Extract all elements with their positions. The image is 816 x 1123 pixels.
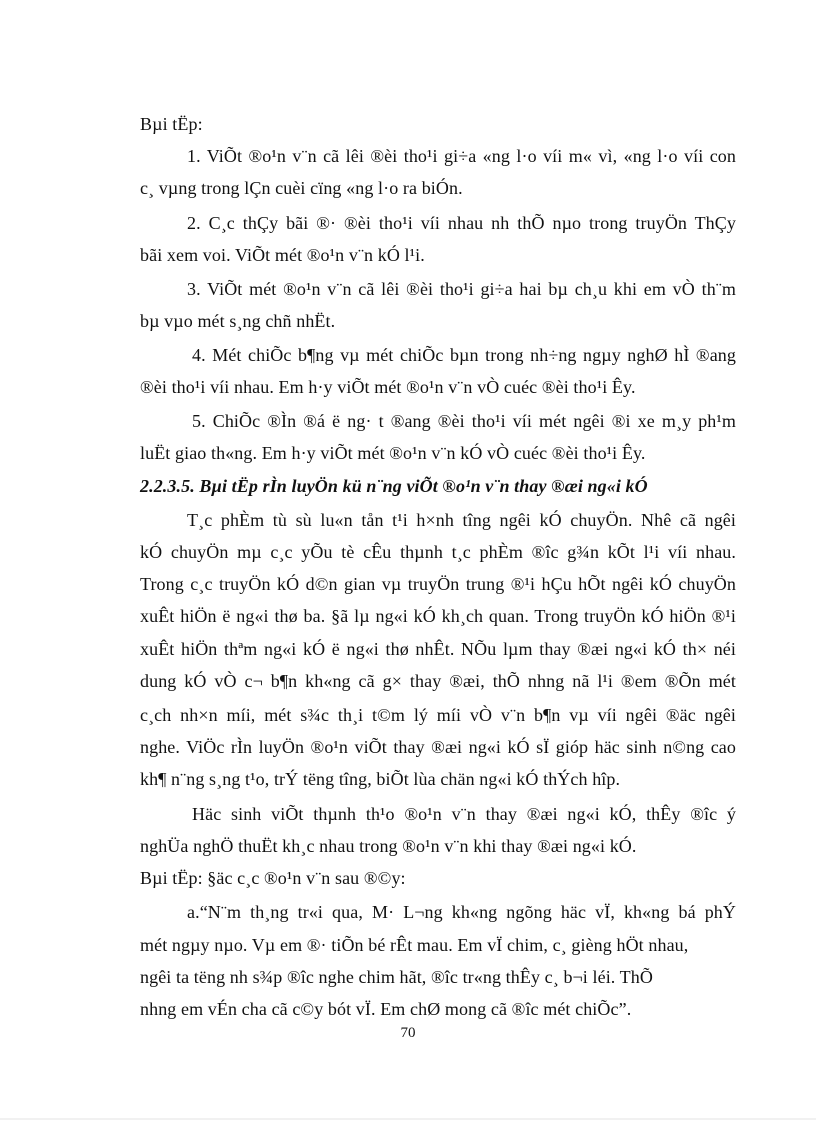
exercise-4-line-1: 4. Mét chiÕc b¶ng vµ mét chiÕc bµn trong nh÷ng ngµy nghØ hÌ ®ang: [192, 345, 736, 365]
paragraph-1-line-8: nghe. ViÖc rÌn luyÖn ®o¹n viÕt thay ®æi ng«i kÓ sÏ gióp häc sinh n©ng cao: [140, 737, 736, 757]
exercise-1-line-1: 1. ViÕt ®o¹n v¨n cã lêi ®èi tho¹i gi÷a «ng l·o víi m« vì, «ng l·o víi con: [187, 146, 736, 166]
paragraph-1-line-6: dung kÓ vÒ c¬ b¶n kh«ng cã g× thay ®æi, thÕ nhng nã l¹i ®em ®Õn mét: [140, 671, 736, 691]
paragraph-1-line-2: kÓ chuyÖn mµ c¸c yÕu tè cÊu thµnh t¸c phÈm ®îc g¾n kÕt l¹i víi nhau.: [140, 542, 736, 562]
bottom-divider: [0, 1118, 816, 1120]
exercise-3-line-2: bµ vµo mét s¸ng chñ nhËt.: [140, 311, 336, 331]
paragraph-1-line-9: kh¶ n¨ng s¸ng t¹o, trÝ tëng tîng, biÕt lùa chän ng«i kÓ thÝch hîp.: [140, 769, 621, 789]
paragraph-1-line-4: xuÊt hiÖn ë ng«i thø ba. §ã lµ ng«i kÓ kh¸ch quan. Trong truyÖn kÓ hiÖn ®¹i: [140, 606, 736, 626]
exercise-2-line-1: 2. C¸c thÇy bãi ®· ®èi tho¹i víi nhau nh thÕ nµo trong truyÖn ThÇy: [187, 213, 736, 233]
quote-line-1: a.“N¨m th¸ng tr«i qua, M· L¬ng kh«ng ngõng häc vÏ, kh«ng bá phÝ: [187, 902, 736, 922]
paragraph-1-line-1: T¸c phÈm tù sù lu«n tån t¹i h×nh tîng ngêi kÓ chuyÖn. Nhê cã ngêi: [187, 510, 736, 530]
section-heading: 2.2.3.5. Bµi tËp rÌn luyÖn kü n¨ng viÕt ®o¹n v¨n thay ®æi ng«i kÓ: [140, 476, 648, 496]
quote-line-4: nhng em vÉn cha cã c©y bót vÏ. Em chØ mong cã ®îc mét chiÕc”.: [140, 999, 632, 1019]
exercise-5-line-2: luËt giao th«ng. Em h·y viÕt mét ®o¹n v¨n kÓ vÒ cuéc ®èi tho¹i Êy.: [140, 443, 646, 463]
exercise-3-line-1: 3. ViÕt mét ®o¹n v¨n cã lêi ®èi tho¹i gi÷a hai bµ ch¸u khi em vÒ th¨m: [187, 279, 736, 299]
quote-line-2: mét ngµy nµo. Vµ em ®· tiÕn bé rÊt mau. Em vÏ chim, c¸ gièng hÖt nhau,: [140, 935, 689, 955]
page-number: 70: [400, 1025, 416, 1041]
exercise-prompt: Bµi tËp: §äc c¸c ®o¹n v¨n sau ®©y:: [140, 868, 406, 888]
exercise-2-line-2: bãi xem voi. ViÕt mét ®o¹n v¨n kÓ l¹i.: [140, 245, 425, 265]
paragraph-1-line-7: c¸ch nh×n míi, mét s¾c th¸i t©m lý míi vÒ v¨n b¶n vµ víi ngêi ®äc ngêi: [140, 705, 736, 725]
exercise-heading: Bµi tËp:: [140, 114, 203, 134]
paragraph-1-line-5: xuÊt hiÖn thªm ng«i kÓ ë ng«i thø nhÊt. NÕu lµm thay ®æi ng«i kÓ th× néi: [140, 639, 736, 659]
exercise-5-line-1: 5. ChiÕc ®Ìn ®á ë ng· t ®ang ®èi tho¹i víi mét ngêi ®i xe m¸y ph¹m: [192, 411, 736, 431]
paragraph-1-line-3: Trong c¸c truyÖn kÓ d©n gian vµ truyÖn trung ®¹i hÇu hÕt ngêi kÓ chuyÖn: [140, 574, 736, 594]
quote-line-3: ngêi ta tëng nh s¾p ®îc nghe chim hãt, ®îc tr«ng thÊy c¸ b¬i léi. ThÕ: [140, 967, 653, 987]
exercise-4-line-2: ®èi tho¹i víi nhau. Em h·y viÕt mét ®o¹n v¨n vÒ cuéc ®èi tho¹i Êy.: [140, 377, 636, 397]
paragraph-2-line-1: Häc sinh viÕt thµnh th¹o ®o¹n v¨n thay ®æi ng«i kÓ, thÊy ®îc ý: [192, 804, 736, 824]
paragraph-2-line-2: nghÜa nghÖ thuËt kh¸c nhau trong ®o¹n v¨n khi thay ®æi ng«i kÓ.: [140, 836, 637, 856]
exercise-1-line-2: c¸ vµng trong lÇn cuèi cïng «ng l·o ra biÓn.: [140, 178, 463, 198]
